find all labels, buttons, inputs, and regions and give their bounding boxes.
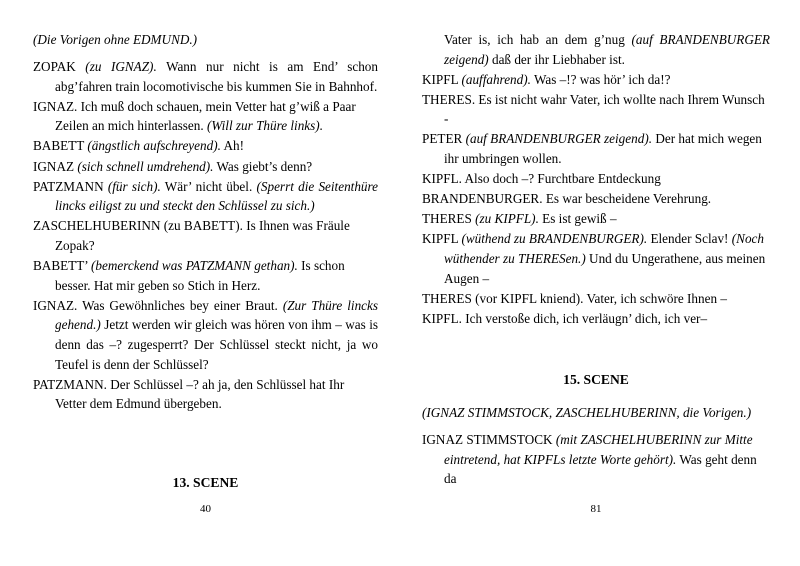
folio-text: 81 <box>590 503 602 515</box>
speaker-name: BRANDENBURGER. <box>422 191 543 207</box>
stage-parenthetical: (für sich). <box>107 178 161 194</box>
speech-text: Der Schlüssel –? ah ja, den Schlüssel hat Ihr Vetter dem Edmund übergeben. <box>55 376 345 412</box>
speech-text: Also doch –? Furchtbare Entdeckung <box>464 171 661 187</box>
stage-direction-inline: (auf BRANDENBURGER zeigend) <box>444 32 770 67</box>
speech-line <box>422 189 770 209</box>
speech-line <box>33 136 378 156</box>
speech-text: Is Ihnen was Fräule Zopak? <box>55 218 350 253</box>
speaker-name: IGNAZ. <box>33 297 78 313</box>
stage-parenthetical: (sich schnell umdrehend). <box>77 158 214 174</box>
page-number-right <box>422 502 770 516</box>
page-number-left <box>33 502 378 516</box>
spacer <box>422 423 770 430</box>
folio-text: 40 <box>200 503 211 515</box>
speaker-name: ZOPAK <box>33 59 76 75</box>
speaker-name: ZASCHELHUBERINN <box>33 218 161 234</box>
stage-direction-inline: (Sperrt die Seitenthüre lincks eiligst zu und steckt den Schlüssel zu sich.) <box>55 178 379 214</box>
stage-parenthetical: (auffahrend). <box>461 71 531 87</box>
speaker-name: KIPFL. <box>422 171 462 187</box>
stage-parenthetical: (bemerckend was PATZMANN gethan). <box>91 258 298 274</box>
speech-text: Vater, ich schwöre Ihnen – <box>586 290 727 306</box>
speaker-name: KIPFL <box>422 71 459 87</box>
speech-text: Ah! <box>223 138 244 154</box>
speaker-name: PATZMANN. <box>33 376 107 392</box>
speech-text: Is schon besser. Hat mir geben so Stich in Herz. <box>55 258 345 293</box>
speech-text: Ich muß doch schauen, mein Vetter hat g’wiß a Paar Zeilen an mich hinterlassen. <box>55 98 356 134</box>
speaker-name: THERES <box>422 290 472 306</box>
speaker-name: IGNAZ STIMMSTOCK <box>422 432 553 448</box>
speaker-name: KIPFL. <box>422 310 462 326</box>
scene-heading-15 <box>422 371 770 489</box>
speaker-name: IGNAZ <box>33 158 75 174</box>
stage-parenthetical: (ängstlich aufschreyend). <box>87 138 221 154</box>
speech-text: Was geht denn da <box>444 451 757 487</box>
stage-parenthetical: (zu IGNAZ). <box>85 59 157 75</box>
speech-text: Wann nur nicht is am End’ schon abg’fahren train locomotivische bis kummen Sie in Bahnhof. <box>55 59 378 94</box>
speech-text-part-2: Und du Ungerathene, aus meinen Augen – <box>444 251 766 286</box>
speaker-name: IGNAZ. <box>33 98 78 114</box>
scene-heading-text: 15. SCENE <box>563 372 629 387</box>
stage-direction: (Die Vorigen ohne EDMUND.) <box>33 32 198 47</box>
speech-line <box>422 430 770 489</box>
stage-parenthetical: (vor KIPFL kniend). <box>475 290 584 306</box>
speaker-name: PATZMANN <box>33 178 104 194</box>
speech-line <box>33 157 378 177</box>
speech-text: Ich verstoße dich, ich verläugn’ dich, ich ver– <box>465 310 708 326</box>
speech-line <box>422 70 770 90</box>
speech-text: Es ist gewiß – <box>542 211 617 227</box>
speech-text-part-1: Elender Sclav! <box>650 231 729 247</box>
stage-parenthetical: (zu BABETT). <box>163 218 243 234</box>
speech-text: Wär’ nicht übel. <box>164 178 253 194</box>
speech-text: Was giebt’s denn? <box>216 158 313 174</box>
speech-line <box>422 309 770 329</box>
stage-parenthetical: (zu KIPFL). <box>475 211 539 227</box>
speaker-name: THERES <box>422 211 472 227</box>
speech-line <box>33 57 378 96</box>
speaker-name: THERES. <box>422 91 476 107</box>
speech-text: Es ist nicht wahr Vater, ich wollte nach Ihrem Wunsch - <box>444 91 765 127</box>
speech-text-part-2: Jetzt werden wir gleich was hören von ihm – was is denn das –? zugesperrt? Der Schlüssel steckt nicht, ja wo Teufel is denn der Schlüssel? <box>55 317 379 372</box>
stage-parenthetical: (wüthend zu BRANDENBURGER). <box>461 231 648 247</box>
speech-text: Der hat mich wegen ihr umbringen wollen. <box>444 131 762 167</box>
scene-heading-13 <box>33 474 378 492</box>
speech-line <box>33 375 378 414</box>
spacer <box>33 50 378 57</box>
speech-line <box>422 129 770 168</box>
speech-text: Es war bescheidene Verehrung. <box>545 191 712 207</box>
speaker-name: BABETT <box>33 138 85 154</box>
speaker-name: PETER <box>422 131 463 147</box>
speaker-name: BABETT’ <box>33 258 88 274</box>
speech-line <box>422 289 770 309</box>
speech-line <box>422 229 770 288</box>
stage-parenthetical: (mit ZASCHELHUBERINN zur Mitte eintretend, hat KIPFLs letzte Worte gehört). <box>444 432 753 467</box>
speech-continuation <box>422 30 770 69</box>
stage-direction: (IGNAZ STIMMSTOCK, ZASCHELHUBERINN, die Vorigen.) <box>422 405 752 420</box>
speech-line <box>422 90 770 129</box>
speech-text: Was –!? was hör’ ich da!? <box>533 71 671 87</box>
speech-line <box>422 209 770 229</box>
speech-text-part-2: daß der ihr Liebhaber ist. <box>491 51 625 67</box>
stage-direction-inline: (Noch wüthender zu THERESen.) <box>444 231 764 267</box>
scene-heading-text: 13. SCENE <box>172 475 239 490</box>
right-page-column <box>400 0 800 566</box>
speech-line <box>33 216 378 255</box>
speech-line <box>33 296 378 374</box>
speech-line <box>33 177 378 216</box>
speech-line <box>33 256 378 295</box>
stage-direction-inline: (Zur Thüre lincks gehend.) <box>55 297 379 333</box>
stage-direction-inline: (Will zur Thüre links). <box>206 118 323 134</box>
stage-parenthetical: (auf BRANDENBURGER zeigend). <box>465 131 653 147</box>
speech-text-part-1: Vater is, ich hab an dem g’nug <box>444 32 625 47</box>
speech-line <box>422 169 770 189</box>
speech-line <box>33 97 378 136</box>
speech-text-part-1: Was Gewöhnliches bey einer Braut. <box>82 297 278 313</box>
speaker-name: KIPFL <box>422 231 459 247</box>
